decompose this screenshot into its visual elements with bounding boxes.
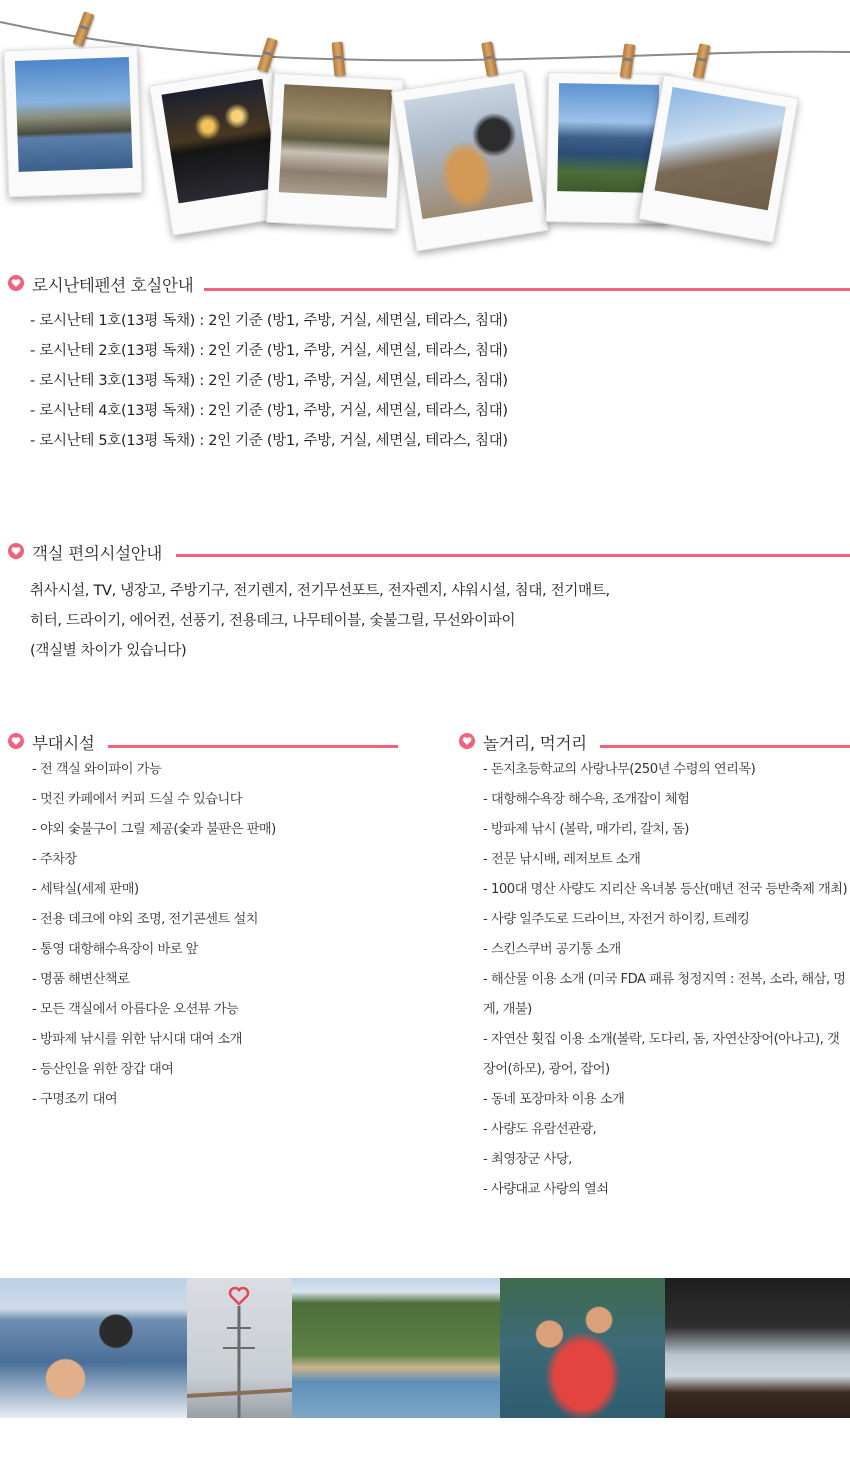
mountain-lake-photo	[3, 46, 142, 198]
facility-item: - 등산인을 위한 장갑 대여	[32, 1062, 174, 1077]
heart-sculpture-icon	[187, 1278, 292, 1418]
facilities-section-heading	[8, 730, 398, 754]
facility-item: - 전 객실 와이파이 가능	[32, 762, 162, 777]
facility-item: - 전용 데크에 야외 조명, 전기콘센트 설치	[32, 912, 258, 927]
activities-section-heading	[459, 730, 850, 754]
activity-item: - 동네 포장마차 이용 소개	[483, 1092, 625, 1107]
heart-icon	[459, 733, 475, 749]
heart-sculpture-photo	[187, 1278, 292, 1418]
facility-item: - 모든 객실에서 아름다운 오션뷰 가능	[32, 1002, 239, 1017]
facility-item: - 방파제 낚시를 위한 낚시대 대여 소개	[32, 1032, 242, 1047]
activity-item: - 100대 명산 사량도 지리산 옥녀봉 등산(매년 전국 등반축제 개최)	[483, 882, 848, 897]
rooms-title: 로시난테펜션 호실안내	[32, 276, 194, 295]
rooms-section-heading	[8, 272, 850, 296]
rooms-heading-rule	[204, 288, 850, 291]
facilities-heading-rule	[108, 745, 398, 748]
owners-with-dogs-photo	[391, 71, 549, 252]
activity-item: - 자연산 횟집 이용 소개(볼락, 도다리, 돔, 자연산장어(아나고), 갯장어(하모), 광어, 잡어)	[483, 1032, 840, 1077]
room-list	[30, 306, 508, 456]
amenities-note: (객실별 차이가 있습니다)	[30, 643, 187, 659]
amenities-heading-rule	[176, 554, 850, 557]
facility-item: - 주차장	[32, 852, 77, 867]
facilities-list	[32, 755, 276, 1115]
facilities-title: 부대시설	[32, 734, 95, 753]
cafe-interior-photo	[665, 1278, 850, 1418]
heart-icon	[8, 733, 24, 749]
room-item: - 로시난테 3호(13평 독채) : 2인 기준 (방1, 주방, 거실, 세면실, 테라스, 침대)	[30, 373, 508, 389]
amenities-line: 히터, 드라이기, 에어컨, 선풍기, 전용데크, 나무테이블, 숯불그릴, 무선와이파이	[30, 613, 516, 629]
amenities-section-heading	[8, 540, 850, 564]
heart-icon	[8, 543, 24, 559]
boat-ride-photo	[0, 1278, 187, 1418]
kayak-photo	[500, 1278, 665, 1418]
room-item: - 로시난테 2호(13평 독채) : 2인 기준 (방1, 주방, 거실, 세면실, 테라스, 침대)	[30, 343, 508, 359]
room-item: - 로시난테 1호(13평 독채) : 2인 기준 (방1, 주방, 거실, 세면실, 테라스, 침대)	[30, 313, 508, 329]
activity-item: - 전문 낚시배, 레저보트 소개	[483, 852, 641, 867]
activity-item: - 사량도 유람선관광,	[483, 1122, 597, 1137]
suspension-bridge-photo	[638, 74, 798, 243]
activity-item: - 대항해수욕장 해수욕, 조개잡이 체험	[483, 792, 690, 807]
facility-item: - 명품 해변산책로	[32, 972, 130, 987]
activity-item: - 돈지초등학교의 사랑나무(250년 수령의 연리목)	[483, 762, 756, 777]
activity-item: - 사량 일주도로 드라이브, 자전거 하이킹, 트레킹	[483, 912, 750, 927]
room-item: - 로시난테 5호(13평 독채) : 2인 기준 (방1, 주방, 거실, 세면실, 테라스, 침대)	[30, 433, 508, 449]
facility-item: - 통영 대항해수욕장이 바로 앞	[32, 942, 198, 957]
activity-item: - 방파제 낚시 (볼락, 매가리, 갈치, 돔)	[483, 822, 689, 837]
activity-item: - 해산물 이용 소개 (미국 FDA 패류 청정지역 : 전복, 소라, 해삼, 멍게, 개불)	[483, 972, 846, 1017]
village-photo	[266, 73, 404, 230]
amenities-text	[30, 576, 610, 666]
activity-item: - 사량대교 사랑의 열쇠	[483, 1182, 609, 1197]
activity-item: - 최영장군 사당,	[483, 1152, 572, 1167]
facility-item: - 세탁실(세제 판매)	[32, 882, 139, 897]
facility-item: - 야외 숯불구이 그릴 제공(숯과 불판은 판매)	[32, 822, 276, 837]
room-item: - 로시난테 4호(13평 독채) : 2인 기준 (방1, 주방, 거실, 세면실, 테라스, 침대)	[30, 403, 508, 419]
amenities-title: 객실 편의시설안내	[32, 544, 163, 563]
heart-icon	[8, 275, 24, 291]
activities-heading-rule	[600, 745, 850, 748]
amenities-line: 취사시설, TV, 냉장고, 주방기구, 전기렌지, 전기무선포트, 전자렌지, 샤워시설, 침대, 전기매트,	[30, 583, 610, 599]
activities-list	[483, 755, 848, 1205]
photo-clothesline	[0, 0, 850, 255]
facility-item: - 구명조끼 대여	[32, 1092, 118, 1107]
photo-strip	[0, 1278, 850, 1418]
facility-item: - 멋진 카페에서 커피 드실 수 있습니다	[32, 792, 242, 807]
activities-title: 놀거리, 먹거리	[483, 734, 587, 753]
activity-item: - 스킨스쿠버 공기통 소개	[483, 942, 621, 957]
beach-photo	[292, 1278, 500, 1418]
